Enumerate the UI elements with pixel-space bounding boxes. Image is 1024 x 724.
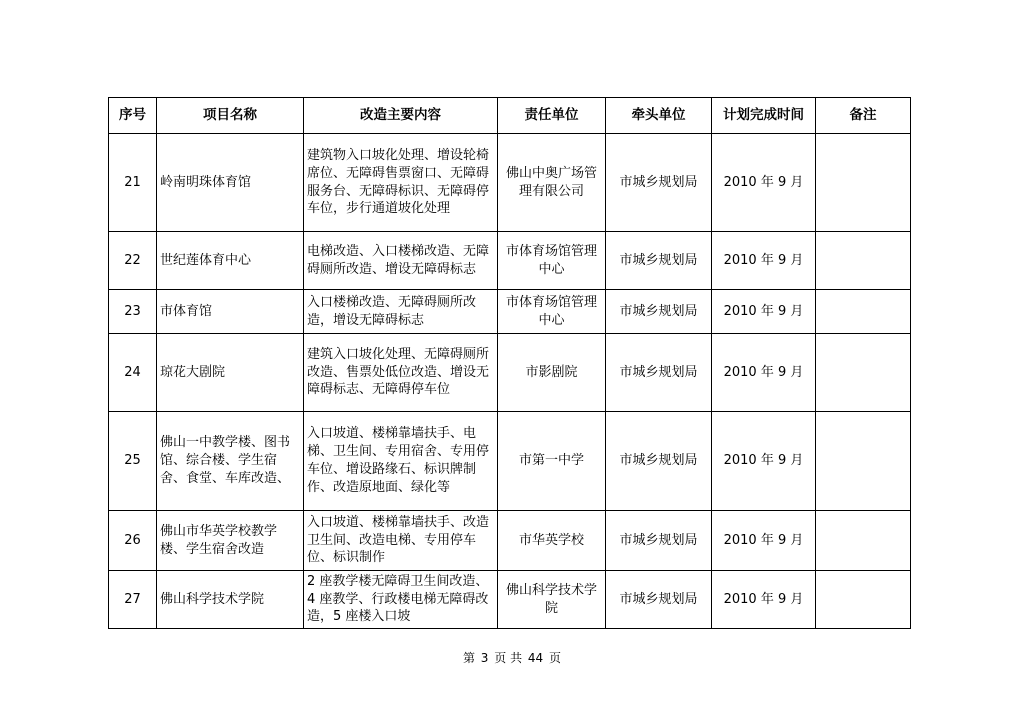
table-row <box>109 334 911 412</box>
cell-content: 入口坡道、楼梯靠墙扶手、改造卫生间、改造电梯、专用停车位、标识制作 <box>304 511 498 571</box>
cell-lead: 市城乡规划局 <box>606 232 712 290</box>
footer-suffix: 页 <box>549 651 562 665</box>
cell-project-name: 市体育馆 <box>157 290 304 334</box>
header-responsible: 责任单位 <box>498 98 606 134</box>
table-row <box>109 290 911 334</box>
table-row <box>109 412 911 511</box>
cell-responsible: 市第一中学 <box>498 412 606 511</box>
cell-project-name: 岭南明珠体育馆 <box>157 134 304 232</box>
cell-time: 2010 年 9 月 <box>712 290 816 334</box>
cell-note <box>816 571 911 629</box>
cell-responsible: 市影剧院 <box>498 334 606 412</box>
footer-prefix: 第 <box>462 651 475 665</box>
cell-project-name: 佛山一中教学楼、图书馆、综合楼、学生宿舍、食堂、车库改造、 <box>157 412 304 511</box>
footer-total-pages: 44 <box>527 651 544 665</box>
cell-responsible: 佛山科学技术学院 <box>498 571 606 629</box>
header-seq: 序号 <box>109 98 157 134</box>
footer-page-number: 3 <box>480 651 489 665</box>
table-row <box>109 232 911 290</box>
cell-responsible: 市体育场馆管理中心 <box>498 290 606 334</box>
cell-responsible: 市体育场馆管理中心 <box>498 232 606 290</box>
cell-time: 2010 年 9 月 <box>712 412 816 511</box>
cell-time: 2010 年 9 月 <box>712 334 816 412</box>
cell-responsible: 佛山中奥广场管理有限公司 <box>498 134 606 232</box>
cell-seq: 25 <box>109 412 157 511</box>
cell-lead: 市城乡规划局 <box>606 334 712 412</box>
cell-seq: 24 <box>109 334 157 412</box>
header-content: 改造主要内容 <box>304 98 498 134</box>
cell-seq: 23 <box>109 290 157 334</box>
cell-note <box>816 134 911 232</box>
cell-responsible: 市华英学校 <box>498 511 606 571</box>
cell-note <box>816 511 911 571</box>
header-note: 备注 <box>816 98 911 134</box>
cell-project-name: 琼花大剧院 <box>157 334 304 412</box>
cell-time: 2010 年 9 月 <box>712 571 816 629</box>
header-time: 计划完成时间 <box>712 98 816 134</box>
table-row <box>109 571 911 629</box>
cell-seq: 27 <box>109 571 157 629</box>
project-table <box>108 97 911 629</box>
cell-note <box>816 290 911 334</box>
cell-content: 建筑物入口坡化处理、增设轮椅席位、无障碍售票窗口、无障碍服务台、无障碍标识、无障碍停车位，步行通道坡化处理 <box>304 134 498 232</box>
page-footer <box>0 649 1024 666</box>
header-project-name: 项目名称 <box>157 98 304 134</box>
cell-seq: 21 <box>109 134 157 232</box>
cell-note <box>816 334 911 412</box>
cell-project-name: 世纪莲体育中心 <box>157 232 304 290</box>
cell-note <box>816 232 911 290</box>
table-row <box>109 511 911 571</box>
cell-content: 2 座教学楼无障碍卫生间改造、4 座教学、行政楼电梯无障碍改造，5 座楼入口坡 <box>304 571 498 629</box>
cell-content: 入口楼梯改造、无障碍厕所改造，增设无障碍标志 <box>304 290 498 334</box>
cell-time: 2010 年 9 月 <box>712 232 816 290</box>
cell-project-name: 佛山市华英学校教学楼、学生宿舍改造 <box>157 511 304 571</box>
cell-lead: 市城乡规划局 <box>606 134 712 232</box>
cell-seq: 26 <box>109 511 157 571</box>
cell-time: 2010 年 9 月 <box>712 134 816 232</box>
cell-lead: 市城乡规划局 <box>606 412 712 511</box>
cell-content: 入口坡道、楼梯靠墙扶手、电梯、卫生间、专用宿舍、专用停车位、增设路缘石、标识牌制作、改造原地面、绿化等 <box>304 412 498 511</box>
cell-content: 建筑入口坡化处理、无障碍厕所改造、售票处低位改造、增设无障碍标志、无障碍停车位 <box>304 334 498 412</box>
footer-middle: 页 共 <box>494 651 523 665</box>
cell-note <box>816 412 911 511</box>
cell-content: 电梯改造、入口楼梯改造、无障碍厕所改造、增设无障碍标志 <box>304 232 498 290</box>
header-lead: 牵头单位 <box>606 98 712 134</box>
cell-lead: 市城乡规划局 <box>606 290 712 334</box>
table-header-row <box>109 98 911 134</box>
cell-lead: 市城乡规划局 <box>606 571 712 629</box>
cell-seq: 22 <box>109 232 157 290</box>
cell-project-name: 佛山科学技术学院 <box>157 571 304 629</box>
cell-time: 2010 年 9 月 <box>712 511 816 571</box>
cell-lead: 市城乡规划局 <box>606 511 712 571</box>
table-row <box>109 134 911 232</box>
